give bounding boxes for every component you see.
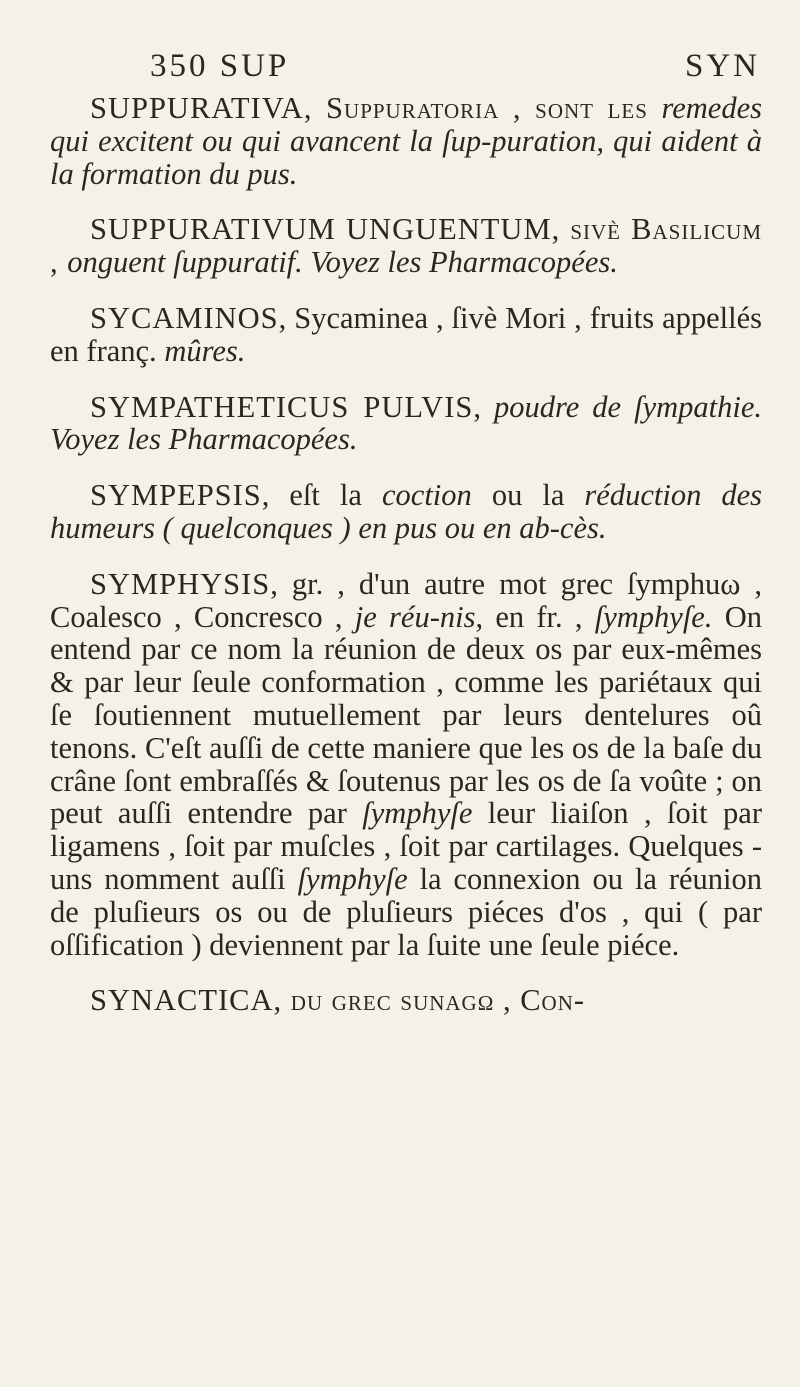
entry-text-italic: je réu-nis (354, 599, 476, 634)
entry-text: , (473, 389, 494, 424)
entry-text: , du grec ſunagω , Con- (273, 983, 586, 1018)
entry-suppurativa (50, 92, 762, 190)
header-left (150, 48, 289, 85)
page-number: 350 (150, 48, 209, 84)
entry-sycaminos (50, 302, 762, 368)
entry-text-italic: ſymphyſe. (594, 599, 713, 634)
entry-text-italic: remedes qui excitent ou qui avancent la ſup-puration, qui aident à la formation du pus. (50, 91, 762, 191)
entry-head: SUPPURATIVUM UNGUENTUM (90, 212, 552, 247)
entry-text-italic: ſymphyſe (362, 796, 473, 831)
running-header (150, 48, 760, 96)
entry-text-italic: coction (382, 478, 472, 513)
entry-head: SYCAMINOS (90, 300, 279, 335)
entry-text: , en fr. , (475, 599, 595, 634)
entry-text-italic: ſymphyſe (297, 861, 408, 896)
entry-text: , gr. , d'un autre mot grec ſymphuω , Coalesco , Concresco , (50, 566, 762, 634)
header-left-word: SUP (219, 48, 290, 84)
entry-synactica (50, 984, 762, 1017)
entry-sympatheticus-pulvis (50, 391, 762, 457)
entry-text: , Sycaminea , ſivè Mori , fruits appellés en franç. (50, 300, 762, 368)
entry-head: SUPPURATIVA (90, 91, 304, 125)
entry-text: ou la (471, 478, 585, 513)
entry-text-italic: poudre de ſympathie. Voyez les Pharmacopées. (50, 389, 762, 457)
entry-suppurativum-unguentum (50, 213, 762, 279)
entry-text: , Suppuratoria , ſont les (303, 91, 662, 125)
entry-text: On entend par ce nom la réunion de deux os par eux-mêmes & par leur ſeule conformation , comme les pariétaux qui ſe ſoutiennent mutuellement par leurs dentelures oû tenons. C'eſt auſſi de cette maniere que les os de la baſe du crâne ſont embraſſés & ſoutenus par les os de ſa voûte ; on peut auſſi entendre par (50, 599, 762, 831)
header-right-word: SYN (684, 48, 760, 84)
entry-sympepsis (50, 479, 762, 545)
entry-head: SYMPEPSIS (90, 478, 262, 513)
entry-head: SYMPHYSIS (90, 566, 271, 601)
entry-text-italic: onguent ſuppuratif. Voyez les Pharmacopées. (67, 245, 618, 280)
entry-head: SYNACTICA (90, 983, 274, 1018)
entry-symphysis (50, 568, 762, 962)
entry-text: la connexion ou la réunion de pluſieurs os ou de pluſieurs piéces d'os , qui ( par oſſification ) deviennent par la ſuite une ſeule piéce. (50, 861, 762, 962)
entry-text-italic: mûres. (164, 333, 246, 368)
page-body (50, 92, 762, 1040)
entry-text: leur liaiſon , ſoit par ligamens , ſoit par muſcles , ſoit par cartilages. Quelques - uns nomment auſſi (50, 796, 762, 896)
entry-text-italic: réduction des humeurs ( quelconques ) en pus ou en ab-cès. (50, 478, 763, 545)
entry-head: SYMPATHETICUS PULVIS (90, 389, 474, 424)
entry-text: , eſt la (261, 478, 382, 513)
entry-text: , ſivè Basilicum , (50, 212, 762, 280)
